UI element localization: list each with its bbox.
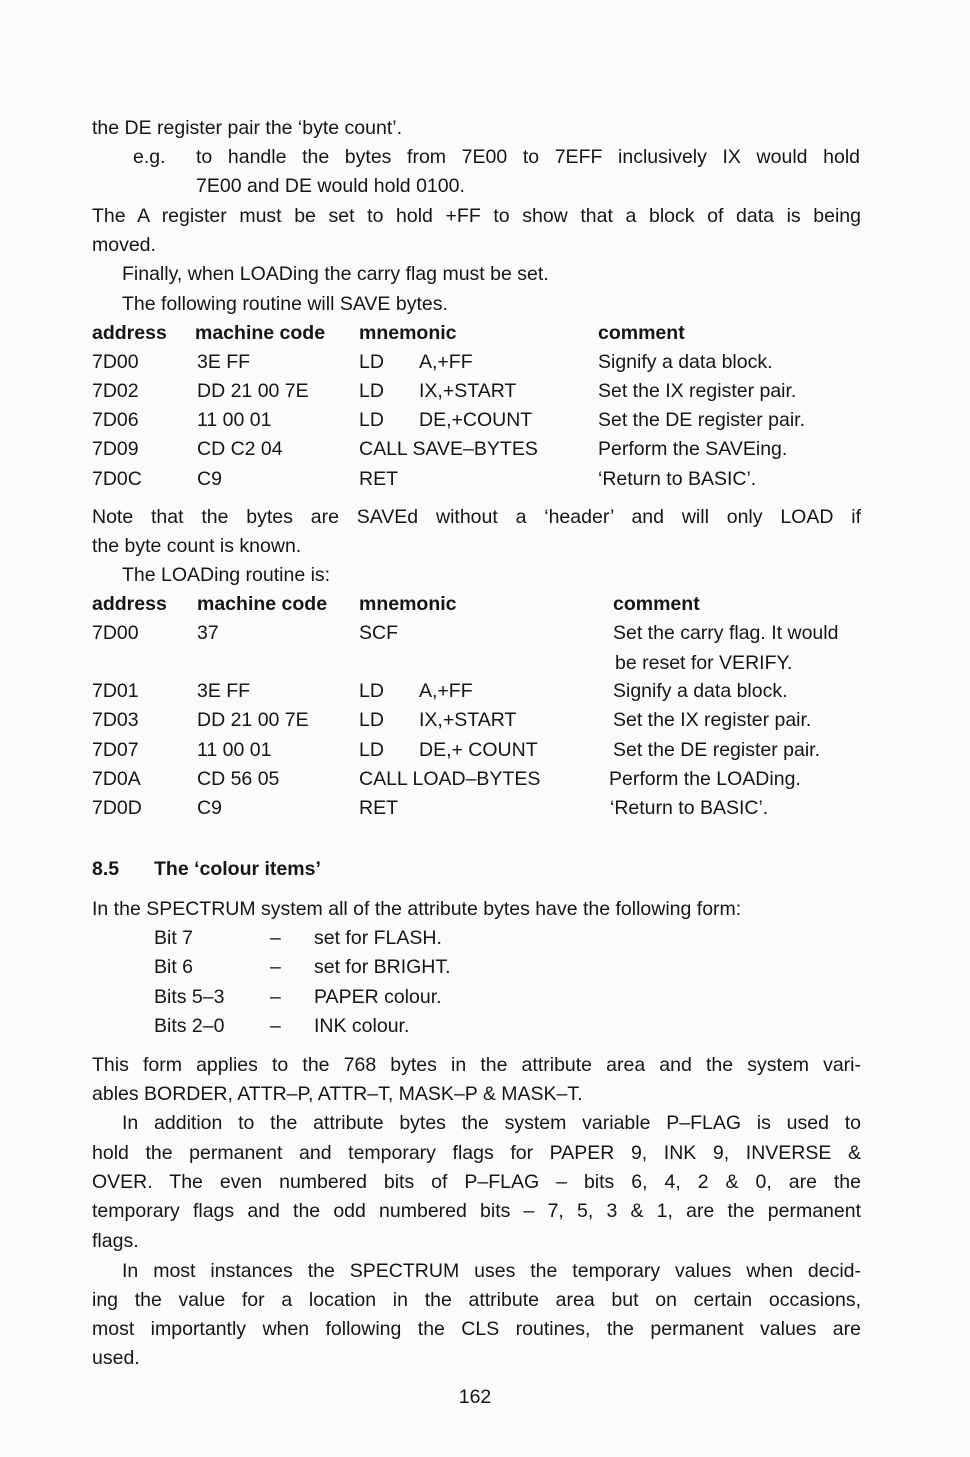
table-row — [92, 435, 872, 465]
dash: – — [270, 956, 281, 978]
section-title: The ‘colour items’ — [154, 858, 321, 880]
comment: Set the carry flag. It would — [613, 622, 839, 644]
table-row — [92, 765, 892, 795]
paragraph-line: This form applies to the 768 bytes in the attribute area and the system vari- — [92, 1054, 861, 1076]
address: 7D01 — [92, 680, 139, 702]
table-row — [92, 619, 892, 649]
bit-label: Bit 7 — [154, 927, 194, 949]
mnemonic-op: LD — [359, 709, 384, 731]
mnemonic-op: SCF — [359, 622, 398, 644]
table-row — [92, 706, 892, 736]
comment: Set the IX register pair. — [613, 709, 812, 731]
bit-label: Bit 6 — [154, 956, 194, 978]
table-row — [92, 406, 872, 436]
machine-code: 37 — [197, 622, 219, 644]
header-mnemonic: mnemonic — [359, 322, 457, 344]
table-row — [92, 736, 892, 766]
paragraph-line: temporary flags and the odd numbered bits – 7, 5, 3 & 1, are the permanent — [92, 1200, 861, 1222]
eg-line: to handle the bytes from 7E00 to 7EFF inclusively IX would hold — [196, 146, 860, 168]
bit-description: set for FLASH. — [314, 927, 442, 949]
paragraph-line: The following routine will SAVE bytes. — [122, 293, 448, 315]
machine-code: DD 21 00 7E — [197, 709, 309, 731]
intro-line: the DE register pair the ‘byte count’. — [92, 117, 402, 139]
comment: Perform the SAVEing. — [598, 438, 788, 460]
header-address: address — [92, 593, 167, 615]
header-machine-code: machine code — [195, 322, 326, 344]
paragraph-line: hold the permanent and temporary flags for PAPER 9, INK 9, INVERSE & — [92, 1142, 861, 1164]
mnemonic-op: LD — [359, 380, 384, 402]
mnemonic-op: CALL LOAD–BYTES — [359, 768, 541, 790]
mnemonic-op: LD — [359, 351, 384, 373]
dash: – — [270, 927, 281, 949]
bit-label: Bits 5–3 — [154, 986, 225, 1008]
table-header — [92, 319, 872, 349]
eg-label: e.g. — [133, 146, 166, 168]
section-number: 8.5 — [92, 858, 120, 880]
address: 7D00 — [92, 622, 139, 644]
dash: – — [270, 1015, 281, 1037]
machine-code: 3E FF — [197, 351, 251, 373]
mnemonic-operand: A,+FF — [419, 351, 473, 373]
bit-description: set for BRIGHT. — [314, 956, 451, 978]
address: 7D06 — [92, 409, 139, 431]
paragraph-line: In the SPECTRUM system all of the attribute bytes have the following form: — [92, 898, 742, 920]
mnemonic-operand: A,+FF — [419, 680, 473, 702]
bit-description: PAPER colour. — [314, 986, 442, 1008]
comment: Set the DE register pair. — [613, 739, 821, 761]
comment: Signify a data block. — [613, 680, 788, 702]
mnemonic-operand: DE,+ COUNT — [419, 739, 538, 761]
list-item — [154, 924, 554, 954]
comment: be reset for VERIFY. — [615, 652, 793, 674]
comment: ‘Return to BASIC’. — [610, 797, 769, 819]
paragraph-line: Note that the bytes are SAVEd without a ‘header’ and will only LOAD if — [92, 506, 861, 528]
page-number: 162 — [458, 1386, 492, 1408]
machine-code: CD C2 04 — [197, 438, 283, 460]
mnemonic-operand: IX,+START — [419, 380, 517, 402]
mnemonic-op: CALL SAVE–BYTES — [359, 438, 538, 460]
mnemonic-op: LD — [359, 739, 384, 761]
machine-code: 11 00 01 — [197, 739, 272, 761]
paragraph-line: Finally, when LOADing the carry flag must be set. — [122, 263, 549, 285]
header-mnemonic: mnemonic — [359, 593, 457, 615]
machine-code: C9 — [197, 468, 222, 490]
eg-line: 7E00 and DE would hold 0100. — [196, 175, 465, 197]
paragraph-line: OVER. The even numbered bits of P–FLAG – bits 6, 4, 2 & 0, are the — [92, 1171, 861, 1193]
comment: Perform the LOADing. — [609, 768, 801, 790]
paragraph-line: The A register must be set to hold +FF to show that a block of data is being — [92, 205, 861, 227]
paragraph-line: the byte count is known. — [92, 535, 302, 557]
header-address: address — [92, 322, 167, 344]
table-row — [92, 465, 872, 495]
table-row — [92, 677, 892, 707]
address: 7D0C — [92, 468, 142, 490]
header-comment: comment — [613, 593, 700, 615]
paragraph-line: most importantly when following the CLS routines, the permanent values are — [92, 1318, 861, 1340]
paragraph-line: flags. — [92, 1230, 139, 1252]
mnemonic-operand: IX,+START — [419, 709, 517, 731]
comment: Set the IX register pair. — [598, 380, 797, 402]
table-row-continuation — [92, 649, 892, 679]
address: 7D03 — [92, 709, 139, 731]
comment: ‘Return to BASIC’. — [598, 468, 757, 490]
mnemonic-op: RET — [359, 797, 398, 819]
bit-description: INK colour. — [314, 1015, 410, 1037]
table-row — [92, 348, 872, 378]
bit-label: Bits 2–0 — [154, 1015, 225, 1037]
paragraph-line: In most instances the SPECTRUM uses the temporary values when decid- — [122, 1260, 861, 1282]
machine-code: 3E FF — [197, 680, 251, 702]
paragraph-line: ing the value for a location in the attribute area but on certain occasions, — [92, 1289, 861, 1311]
paragraph-line: moved. — [92, 234, 156, 256]
table-header — [92, 590, 892, 620]
list-item — [154, 983, 554, 1013]
header-comment: comment — [598, 322, 685, 344]
table-row — [92, 794, 892, 824]
comment: Signify a data block. — [598, 351, 773, 373]
list-item — [154, 953, 554, 983]
list-item — [154, 1012, 554, 1042]
header-machine-code: machine code — [197, 593, 328, 615]
mnemonic-op: LD — [359, 409, 384, 431]
table-row — [92, 377, 872, 407]
address: 7D0D — [92, 797, 142, 819]
address: 7D0A — [92, 768, 141, 790]
paragraph-line: In addition to the attribute bytes the system variable P–FLAG is used to — [122, 1112, 861, 1134]
paragraph-line: used. — [92, 1347, 140, 1369]
paragraph-line: The LOADing routine is: — [122, 564, 331, 586]
mnemonic-operand: DE,+COUNT — [419, 409, 533, 431]
machine-code: CD 56 05 — [197, 768, 280, 790]
address: 7D09 — [92, 438, 139, 460]
machine-code: DD 21 00 7E — [197, 380, 309, 402]
address: 7D07 — [92, 739, 139, 761]
machine-code: C9 — [197, 797, 222, 819]
mnemonic-op: RET — [359, 468, 398, 490]
address: 7D00 — [92, 351, 139, 373]
dash: – — [270, 986, 281, 1008]
mnemonic-op: LD — [359, 680, 384, 702]
paragraph-line: ables BORDER, ATTR–P, ATTR–T, MASK–P & MASK–T. — [92, 1083, 583, 1105]
address: 7D02 — [92, 380, 139, 402]
comment: Set the DE register pair. — [598, 409, 806, 431]
machine-code: 11 00 01 — [197, 409, 272, 431]
